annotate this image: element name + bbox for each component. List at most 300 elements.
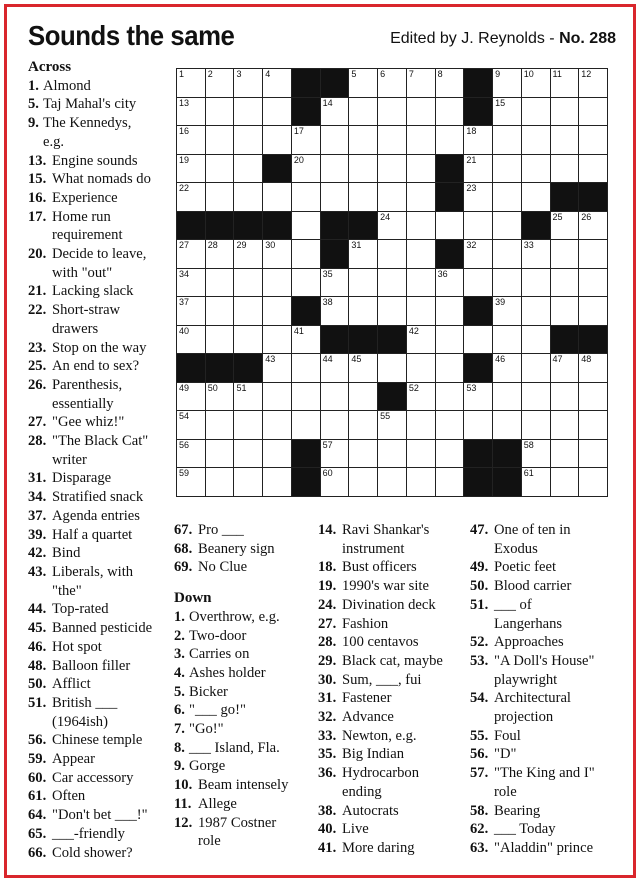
cell-number: 35 bbox=[322, 268, 333, 279]
clue-text: Exodus bbox=[494, 540, 538, 557]
grid-cell[interactable] bbox=[406, 410, 436, 440]
grid-cell[interactable] bbox=[406, 68, 436, 98]
cell-number: 12 bbox=[581, 69, 592, 79]
clue-number: 14. bbox=[318, 522, 337, 538]
cell-number: 23 bbox=[466, 183, 477, 194]
grid-cell[interactable] bbox=[550, 68, 580, 98]
black-square bbox=[550, 182, 580, 212]
clue-text: Top-rated bbox=[52, 601, 109, 618]
clue-text: The Kennedys, bbox=[43, 115, 132, 132]
grid-cell[interactable] bbox=[578, 467, 608, 497]
puzzle-number: No. 288 bbox=[559, 30, 616, 47]
grid-cell[interactable] bbox=[578, 353, 608, 383]
clue-number: 1. bbox=[28, 77, 39, 94]
grid-cell[interactable] bbox=[205, 410, 235, 440]
clue-text: Engine sounds bbox=[52, 152, 138, 169]
grid-cell[interactable] bbox=[205, 97, 235, 127]
clue-number: 22. bbox=[28, 302, 47, 319]
clue-text: ___ Today bbox=[494, 821, 556, 838]
grid-cell[interactable] bbox=[377, 182, 407, 212]
grid-cell[interactable] bbox=[176, 382, 206, 412]
grid-cell[interactable] bbox=[492, 296, 522, 326]
grid-cell[interactable] bbox=[435, 296, 465, 326]
grid-cell[interactable] bbox=[521, 154, 551, 184]
across-clue bbox=[28, 769, 168, 788]
grid-cell[interactable] bbox=[578, 125, 608, 155]
grid-cell[interactable] bbox=[348, 154, 378, 184]
grid-cell[interactable] bbox=[320, 182, 350, 212]
grid-cell[interactable] bbox=[262, 97, 292, 127]
grid-cell[interactable] bbox=[176, 439, 206, 469]
grid-cell[interactable] bbox=[291, 353, 321, 383]
grid-cell[interactable] bbox=[521, 97, 551, 127]
grid-cell[interactable] bbox=[377, 97, 407, 127]
grid-cell[interactable] bbox=[262, 68, 292, 98]
grid-cell[interactable] bbox=[205, 125, 235, 155]
cell-number: 29 bbox=[236, 240, 247, 251]
clue-text: "Aladdin" prince bbox=[494, 839, 594, 856]
clue-text: drawers bbox=[52, 320, 99, 337]
grid-cell[interactable] bbox=[406, 97, 436, 127]
grid-cell[interactable] bbox=[492, 97, 522, 127]
grid-cell[interactable] bbox=[492, 182, 522, 212]
grid-cell[interactable] bbox=[435, 410, 465, 440]
grid-cell[interactable] bbox=[320, 296, 350, 326]
grid-cell[interactable] bbox=[291, 125, 321, 155]
grid-cell[interactable] bbox=[205, 325, 235, 355]
grid-cell[interactable] bbox=[578, 296, 608, 326]
grid-cell[interactable] bbox=[550, 382, 580, 412]
clue-text: "The King and I" bbox=[494, 765, 595, 782]
clue-number: 59. bbox=[28, 751, 47, 768]
grid-cell[interactable] bbox=[320, 125, 350, 155]
black-square bbox=[578, 325, 608, 355]
grid-cell[interactable] bbox=[550, 97, 580, 127]
grid-cell[interactable] bbox=[348, 182, 378, 212]
grid-cell[interactable] bbox=[320, 154, 350, 184]
clue-number: 10. bbox=[174, 777, 193, 794]
grid-cell[interactable] bbox=[406, 268, 436, 298]
grid-cell[interactable] bbox=[291, 410, 321, 440]
black-square bbox=[521, 211, 551, 241]
grid-cell[interactable] bbox=[578, 68, 608, 98]
grid-cell[interactable] bbox=[521, 353, 551, 383]
grid-cell[interactable] bbox=[406, 439, 436, 469]
grid-cell[interactable] bbox=[521, 125, 551, 155]
grid-cell[interactable] bbox=[377, 268, 407, 298]
grid-cell[interactable] bbox=[348, 382, 378, 412]
grid-cell[interactable] bbox=[550, 125, 580, 155]
down-clue bbox=[318, 521, 468, 558]
across-clue bbox=[28, 806, 168, 825]
grid-cell[interactable] bbox=[262, 182, 292, 212]
grid-cell[interactable] bbox=[406, 296, 436, 326]
clue-number: 28. bbox=[318, 634, 337, 651]
grid-cell[interactable] bbox=[492, 410, 522, 440]
black-square bbox=[262, 211, 292, 241]
grid-cell[interactable] bbox=[348, 439, 378, 469]
grid-cell[interactable] bbox=[320, 97, 350, 127]
grid-cell[interactable] bbox=[233, 125, 263, 155]
grid-cell[interactable] bbox=[406, 353, 436, 383]
clue-text: No Clue bbox=[198, 559, 248, 576]
clue-number: 24. bbox=[318, 596, 337, 613]
grid-cell[interactable] bbox=[492, 268, 522, 298]
grid-cell[interactable] bbox=[521, 410, 551, 440]
grid-cell[interactable] bbox=[406, 382, 436, 412]
grid-cell[interactable] bbox=[463, 268, 493, 298]
grid-cell[interactable] bbox=[435, 439, 465, 469]
grid-cell[interactable] bbox=[233, 68, 263, 98]
grid-cell[interactable] bbox=[233, 325, 263, 355]
grid-cell[interactable] bbox=[377, 439, 407, 469]
cell-number: 3 bbox=[236, 69, 242, 79]
across-clue bbox=[28, 825, 168, 844]
grid-cell[interactable] bbox=[578, 410, 608, 440]
grid-cell[interactable] bbox=[291, 211, 321, 241]
grid-cell[interactable] bbox=[176, 296, 206, 326]
across-clue bbox=[28, 488, 168, 507]
grid-cell[interactable] bbox=[521, 325, 551, 355]
grid-cell[interactable] bbox=[348, 353, 378, 383]
clue-text: "Don't bet ___!" bbox=[52, 807, 148, 824]
grid-cell[interactable] bbox=[176, 239, 206, 269]
grid-cell[interactable] bbox=[463, 154, 493, 184]
grid-cell[interactable] bbox=[550, 467, 580, 497]
down-clue bbox=[470, 839, 620, 858]
grid-cell[interactable] bbox=[233, 410, 263, 440]
grid-cell[interactable] bbox=[176, 97, 206, 127]
cell-number: 27 bbox=[179, 240, 190, 251]
grid-cell[interactable] bbox=[176, 125, 206, 155]
across-clue bbox=[174, 521, 314, 540]
grid-cell[interactable] bbox=[291, 182, 321, 212]
grid-cell[interactable] bbox=[406, 467, 436, 497]
clue-text: Disparage bbox=[52, 470, 112, 487]
down-clue bbox=[470, 820, 620, 839]
grid-cell[interactable] bbox=[377, 467, 407, 497]
black-square bbox=[348, 211, 378, 241]
crossword-grid[interactable] bbox=[176, 68, 607, 496]
grid-cell[interactable] bbox=[521, 68, 551, 98]
grid-cell[interactable] bbox=[550, 211, 580, 241]
grid-cell[interactable] bbox=[348, 68, 378, 98]
cell-number: 51 bbox=[236, 382, 247, 393]
grid-cell[interactable] bbox=[435, 97, 465, 127]
across-clues-column bbox=[28, 58, 168, 862]
grid-cell[interactable] bbox=[463, 239, 493, 269]
grid-cell[interactable] bbox=[463, 382, 493, 412]
grid-cell[interactable] bbox=[463, 125, 493, 155]
grid-cell[interactable] bbox=[521, 268, 551, 298]
cell-number: 14 bbox=[322, 97, 333, 108]
cell-number: 37 bbox=[179, 297, 190, 308]
clue-text: Autocrats bbox=[342, 802, 399, 819]
clue-text: role bbox=[494, 783, 517, 800]
grid-cell[interactable] bbox=[406, 154, 436, 184]
grid-cell[interactable] bbox=[205, 182, 235, 212]
grid-cell[interactable] bbox=[348, 296, 378, 326]
grid-cell[interactable] bbox=[262, 296, 292, 326]
cell-number: 41 bbox=[293, 325, 304, 336]
grid-cell[interactable] bbox=[348, 410, 378, 440]
grid-cell[interactable] bbox=[550, 410, 580, 440]
cell-number: 31 bbox=[351, 240, 362, 251]
grid-cell[interactable] bbox=[406, 182, 436, 212]
grid-cell[interactable] bbox=[377, 125, 407, 155]
clue-number: 68. bbox=[174, 540, 193, 557]
grid-cell[interactable] bbox=[521, 239, 551, 269]
clues-column-2 bbox=[174, 521, 314, 851]
clue-number: 60. bbox=[28, 769, 47, 786]
clue-number: 36. bbox=[318, 765, 337, 782]
clue-number: 9. bbox=[174, 758, 185, 775]
grid-cell[interactable] bbox=[262, 125, 292, 155]
grid-cell[interactable] bbox=[521, 182, 551, 212]
grid-cell[interactable] bbox=[377, 239, 407, 269]
grid-cell[interactable] bbox=[550, 239, 580, 269]
grid-cell[interactable] bbox=[205, 239, 235, 269]
cell-number: 24 bbox=[380, 211, 391, 222]
grid-cell[interactable] bbox=[205, 382, 235, 412]
grid-cell[interactable] bbox=[176, 182, 206, 212]
grid-cell[interactable] bbox=[348, 268, 378, 298]
grid-cell[interactable] bbox=[233, 182, 263, 212]
grid-cell[interactable] bbox=[435, 268, 465, 298]
grid-cell[interactable] bbox=[233, 239, 263, 269]
clue-text: (1964ish) bbox=[52, 713, 108, 730]
clue-number: 5. bbox=[174, 683, 185, 700]
grid-cell[interactable] bbox=[521, 439, 551, 469]
grid-cell[interactable] bbox=[262, 410, 292, 440]
grid-cell[interactable] bbox=[348, 125, 378, 155]
grid-cell[interactable] bbox=[291, 239, 321, 269]
grid-cell[interactable] bbox=[205, 467, 235, 497]
grid-cell[interactable] bbox=[435, 382, 465, 412]
grid-cell[interactable] bbox=[578, 239, 608, 269]
grid-cell[interactable] bbox=[550, 154, 580, 184]
clue-text: Two-door bbox=[189, 627, 247, 644]
grid-cell[interactable] bbox=[176, 154, 206, 184]
grid-cell[interactable] bbox=[492, 239, 522, 269]
clue-number: 44. bbox=[28, 601, 47, 618]
clue-text: Car accessory bbox=[52, 769, 134, 786]
cell-number: 18 bbox=[466, 126, 477, 137]
grid-cell[interactable] bbox=[262, 353, 292, 383]
clues-column-4 bbox=[470, 521, 620, 858]
grid-cell[interactable] bbox=[435, 125, 465, 155]
grid-cell[interactable] bbox=[205, 68, 235, 98]
grid-cell[interactable] bbox=[262, 268, 292, 298]
grid-cell[interactable] bbox=[550, 439, 580, 469]
down-clue bbox=[174, 645, 314, 664]
grid-cell[interactable] bbox=[176, 467, 206, 497]
grid-cell[interactable] bbox=[521, 382, 551, 412]
grid-cell[interactable] bbox=[233, 382, 263, 412]
cell-number: 53 bbox=[466, 382, 477, 393]
grid-cell[interactable] bbox=[406, 211, 436, 241]
grid-cell[interactable] bbox=[176, 325, 206, 355]
clue-text: playwright bbox=[494, 671, 558, 688]
grid-cell[interactable] bbox=[262, 325, 292, 355]
cell-number: 7 bbox=[408, 69, 414, 79]
grid-cell[interactable] bbox=[262, 239, 292, 269]
black-square bbox=[463, 353, 493, 383]
clue-number: 51. bbox=[470, 596, 489, 613]
cell-number: 15 bbox=[495, 97, 506, 108]
across-clue bbox=[28, 77, 168, 96]
grid-cell[interactable] bbox=[492, 353, 522, 383]
clue-text: Hydrocarbon bbox=[342, 765, 419, 782]
grid-cell[interactable] bbox=[521, 296, 551, 326]
grid-cell[interactable] bbox=[578, 211, 608, 241]
grid-cell[interactable] bbox=[291, 382, 321, 412]
grid-cell[interactable] bbox=[233, 296, 263, 326]
grid-cell[interactable] bbox=[176, 410, 206, 440]
grid-cell[interactable] bbox=[233, 439, 263, 469]
grid-cell[interactable] bbox=[435, 68, 465, 98]
grid-cell[interactable] bbox=[492, 154, 522, 184]
black-square bbox=[578, 182, 608, 212]
clue-text: ___-friendly bbox=[52, 825, 125, 842]
grid-cell[interactable] bbox=[492, 68, 522, 98]
grid-cell[interactable] bbox=[291, 268, 321, 298]
grid-cell[interactable] bbox=[320, 268, 350, 298]
clue-text: "Gee whiz!" bbox=[52, 414, 125, 431]
grid-cell[interactable] bbox=[463, 211, 493, 241]
grid-cell[interactable] bbox=[320, 467, 350, 497]
grid-cell[interactable] bbox=[377, 296, 407, 326]
clue-number: 12. bbox=[174, 814, 193, 831]
grid-cell[interactable] bbox=[291, 154, 321, 184]
clue-text: Blood carrier bbox=[494, 578, 572, 595]
grid-cell[interactable] bbox=[262, 439, 292, 469]
grid-cell[interactable] bbox=[578, 382, 608, 412]
grid-cell[interactable] bbox=[521, 467, 551, 497]
grid-cell[interactable] bbox=[435, 211, 465, 241]
grid-cell[interactable] bbox=[205, 268, 235, 298]
grid-cell[interactable] bbox=[377, 68, 407, 98]
grid-cell[interactable] bbox=[578, 154, 608, 184]
cell-number: 30 bbox=[265, 240, 276, 251]
grid-cell[interactable] bbox=[435, 353, 465, 383]
across-clue bbox=[28, 301, 168, 338]
clue-text: 100 centavos bbox=[342, 634, 419, 651]
grid-cell[interactable] bbox=[492, 211, 522, 241]
grid-cell[interactable] bbox=[348, 467, 378, 497]
grid-cell[interactable] bbox=[233, 268, 263, 298]
cell-number: 10 bbox=[523, 69, 534, 79]
down-clue bbox=[470, 689, 620, 726]
grid-cell[interactable] bbox=[406, 325, 436, 355]
cell-number: 48 bbox=[581, 354, 592, 365]
grid-cell[interactable] bbox=[463, 410, 493, 440]
down-clue bbox=[318, 615, 468, 634]
grid-cell[interactable] bbox=[463, 182, 493, 212]
grid-cell[interactable] bbox=[550, 353, 580, 383]
cell-number: 2 bbox=[207, 69, 213, 79]
clue-text: One of ten in bbox=[494, 522, 571, 538]
grid-cell[interactable] bbox=[492, 325, 522, 355]
grid-cell[interactable] bbox=[262, 382, 292, 412]
grid-cell[interactable] bbox=[320, 353, 350, 383]
grid-cell[interactable] bbox=[435, 467, 465, 497]
down-clue bbox=[174, 664, 314, 683]
grid-cell[interactable] bbox=[348, 239, 378, 269]
down-clue bbox=[174, 627, 314, 646]
across-clue bbox=[28, 787, 168, 806]
clue-number: 32. bbox=[318, 709, 337, 726]
across-clue bbox=[28, 675, 168, 694]
grid-cell[interactable] bbox=[262, 467, 292, 497]
clue-text: Banned pesticide bbox=[52, 620, 153, 637]
grid-cell[interactable] bbox=[492, 382, 522, 412]
grid-cell[interactable] bbox=[406, 239, 436, 269]
grid-cell[interactable] bbox=[578, 97, 608, 127]
grid-cell[interactable] bbox=[320, 410, 350, 440]
grid-cell[interactable] bbox=[233, 467, 263, 497]
black-square bbox=[176, 211, 206, 241]
grid-cell[interactable] bbox=[377, 410, 407, 440]
grid-cell[interactable] bbox=[550, 268, 580, 298]
grid-cell[interactable] bbox=[435, 325, 465, 355]
grid-cell[interactable] bbox=[406, 125, 436, 155]
clue-number: 62. bbox=[470, 821, 489, 838]
grid-cell[interactable] bbox=[205, 154, 235, 184]
clue-text: Gorge bbox=[189, 758, 226, 775]
clue-number: 13. bbox=[28, 152, 47, 169]
cell-number: 57 bbox=[322, 439, 333, 450]
across-clue bbox=[28, 544, 168, 563]
grid-cell[interactable] bbox=[550, 296, 580, 326]
black-square bbox=[291, 439, 321, 469]
clue-number: 66. bbox=[28, 844, 47, 861]
down-clue bbox=[318, 764, 468, 801]
grid-cell[interactable] bbox=[205, 439, 235, 469]
grid-cell[interactable] bbox=[377, 154, 407, 184]
clue-number: 56. bbox=[470, 746, 489, 763]
clue-text: ___ Island, Fla. bbox=[189, 739, 280, 756]
grid-cell[interactable] bbox=[176, 268, 206, 298]
grid-cell[interactable] bbox=[492, 125, 522, 155]
grid-cell[interactable] bbox=[377, 353, 407, 383]
clue-number: 17. bbox=[28, 208, 47, 225]
grid-cell[interactable] bbox=[377, 211, 407, 241]
grid-cell[interactable] bbox=[348, 97, 378, 127]
grid-cell[interactable] bbox=[578, 268, 608, 298]
clue-number: 26. bbox=[28, 376, 47, 393]
grid-cell[interactable] bbox=[320, 439, 350, 469]
grid-cell[interactable] bbox=[233, 154, 263, 184]
clue-text: instrument bbox=[342, 540, 405, 557]
black-square bbox=[291, 467, 321, 497]
grid-cell[interactable] bbox=[176, 68, 206, 98]
clue-number: 37. bbox=[28, 507, 47, 524]
black-square bbox=[435, 239, 465, 269]
grid-cell[interactable] bbox=[578, 439, 608, 469]
black-square bbox=[435, 154, 465, 184]
across-clue bbox=[28, 357, 168, 376]
clue-number: 69. bbox=[174, 559, 193, 576]
grid-cell[interactable] bbox=[320, 382, 350, 412]
grid-cell[interactable] bbox=[291, 325, 321, 355]
grid-cell[interactable] bbox=[463, 325, 493, 355]
grid-cell[interactable] bbox=[205, 296, 235, 326]
clue-text: Bearing bbox=[494, 802, 541, 819]
cell-number: 56 bbox=[179, 439, 190, 450]
across-clue bbox=[28, 432, 168, 469]
grid-cell[interactable] bbox=[233, 97, 263, 127]
